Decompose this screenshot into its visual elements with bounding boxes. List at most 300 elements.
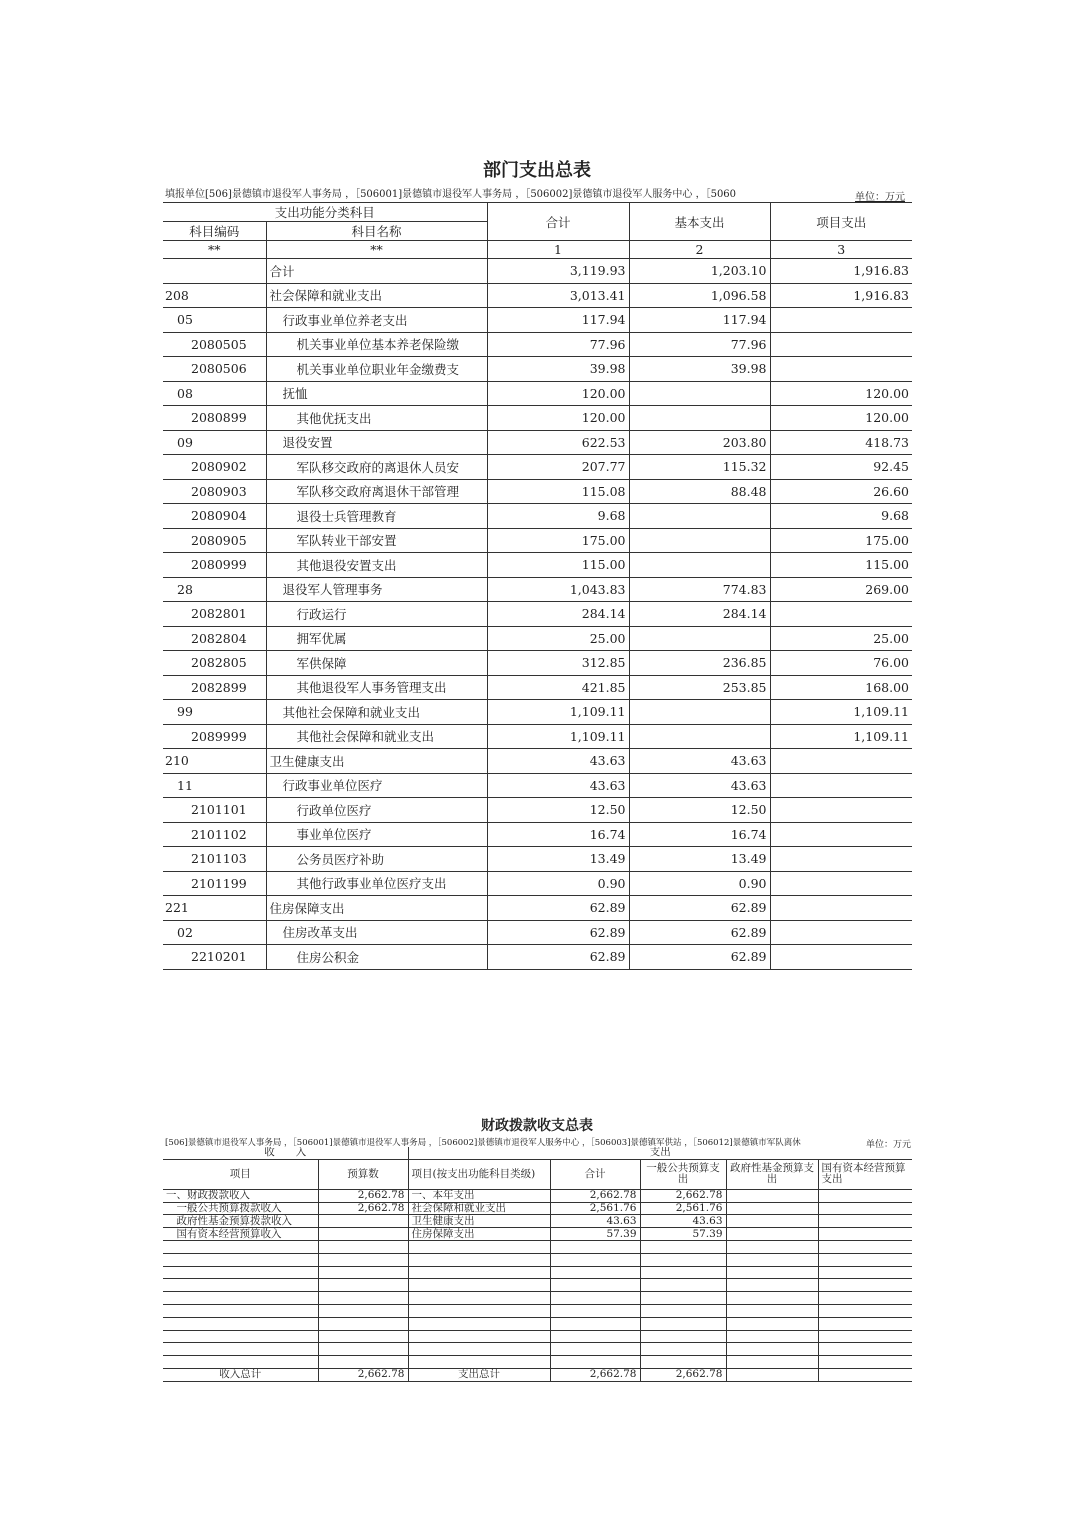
- table-cell: [640, 1266, 726, 1279]
- table-cell: [550, 1292, 640, 1305]
- table-cell: 退役安置: [266, 430, 487, 455]
- table-cell: [770, 945, 912, 970]
- table-cell: [726, 1356, 818, 1369]
- table-row: [163, 651, 912, 676]
- header-basic: 基本支出: [629, 203, 770, 241]
- table2-unit: 单位：万元: [866, 1140, 912, 1150]
- table-cell: 62.89: [487, 945, 629, 970]
- table-cell: [726, 1292, 818, 1305]
- header-general: 一般公共预算支出: [640, 1159, 726, 1189]
- table-cell: [550, 1343, 640, 1356]
- table-cell: [770, 847, 912, 872]
- table-cell: [726, 1202, 818, 1215]
- table-cell: 2,662.78: [640, 1368, 726, 1381]
- table-cell: [318, 1228, 408, 1241]
- table-row: [163, 259, 912, 284]
- blank-row: [163, 1304, 912, 1317]
- table-row: [163, 504, 912, 529]
- header-code: 科目编码: [163, 222, 266, 241]
- table-cell: 其他退役安置支出: [266, 553, 487, 578]
- header-stars: **: [266, 241, 487, 259]
- table-cell: [550, 1356, 640, 1369]
- table-cell: [550, 1240, 640, 1253]
- table-cell: [318, 1266, 408, 1279]
- table-cell: 机关事业单位职业年金缴费支: [266, 357, 487, 382]
- table-cell: 09: [163, 430, 266, 455]
- table-cell: 57.39: [640, 1228, 726, 1241]
- blank-row: [163, 1240, 912, 1253]
- table-cell: 1,916.83: [770, 283, 912, 308]
- table-cell: [726, 1368, 818, 1381]
- table-cell: 2080899: [163, 406, 266, 431]
- table-cell: [770, 602, 912, 627]
- blank-row: [163, 1330, 912, 1343]
- table-cell: [726, 1253, 818, 1266]
- table-cell: 203.80: [629, 430, 770, 455]
- header-num: 2: [629, 241, 770, 259]
- table-row: [163, 1215, 912, 1228]
- table-cell: 2,561.76: [550, 1202, 640, 1215]
- table2-filler: [506]景德镇市退役军人事务局 ，［506001]景德镇市退役军人事务局 ，［506002]景德镇市退役军人服务中心 ，［506003]景德镇军供站 ，［506012]景德镇市军队离休: [165, 1138, 801, 1148]
- table-cell: 行政事业单位养老支出: [266, 308, 487, 333]
- table-cell: [629, 724, 770, 749]
- table-cell: 57.39: [550, 1228, 640, 1241]
- table-cell: 2082805: [163, 651, 266, 676]
- table-cell: [163, 1292, 318, 1305]
- header-name: 科目名称: [266, 222, 487, 241]
- table-cell: 公务员医疗补助: [266, 847, 487, 872]
- table-cell: [318, 1356, 408, 1369]
- table-cell: 117.94: [487, 308, 629, 333]
- table-cell: 社会保障和就业支出: [266, 283, 487, 308]
- table-cell: 117.94: [629, 308, 770, 333]
- table-cell: [163, 1356, 318, 1369]
- table-cell: 2,662.78: [550, 1368, 640, 1381]
- table-cell: 政府性基金预算拨款收入: [163, 1215, 318, 1228]
- blank-row: [163, 1317, 912, 1330]
- table-cell: 11: [163, 773, 266, 798]
- table-cell: 2,662.78: [318, 1368, 408, 1381]
- table-cell: 284.14: [487, 602, 629, 627]
- table-cell: 军队转业干部安置: [266, 528, 487, 553]
- table-row: [163, 871, 912, 896]
- table-cell: [318, 1240, 408, 1253]
- table-row: [163, 822, 912, 847]
- table-cell: [318, 1279, 408, 1292]
- table-cell: 05: [163, 308, 266, 333]
- table-row: [163, 602, 912, 627]
- table-cell: [770, 896, 912, 921]
- table-cell: [818, 1202, 912, 1215]
- table-cell: 行政单位医疗: [266, 798, 487, 823]
- header-fund: 政府性基金预算支出: [726, 1159, 818, 1189]
- blank-row: [163, 1266, 912, 1279]
- table-cell: 9.68: [487, 504, 629, 529]
- table-cell: 207.77: [487, 455, 629, 480]
- table-cell: 16.74: [629, 822, 770, 847]
- table-cell: 115.00: [770, 553, 912, 578]
- table-row: [163, 945, 912, 970]
- table-cell: 9.68: [770, 504, 912, 529]
- table-cell: 13.49: [487, 847, 629, 872]
- table-cell: 12.50: [629, 798, 770, 823]
- header-income: 收 入: [163, 1147, 408, 1159]
- table-cell: 236.85: [629, 651, 770, 676]
- table-cell: [408, 1266, 550, 1279]
- table-cell: 住房保障支出: [408, 1228, 550, 1241]
- table-cell: [770, 749, 912, 774]
- table2-title: 财政拨款收支总表: [481, 1118, 593, 1134]
- table-cell: 1,109.11: [770, 724, 912, 749]
- table-cell: [770, 332, 912, 357]
- table-cell: 2080999: [163, 553, 266, 578]
- table-cell: [408, 1292, 550, 1305]
- table-cell: 43.63: [487, 749, 629, 774]
- table-row: [163, 724, 912, 749]
- table-cell: 2,662.78: [640, 1189, 726, 1202]
- table-cell: [726, 1317, 818, 1330]
- table-cell: 62.89: [487, 896, 629, 921]
- table-cell: 77.96: [487, 332, 629, 357]
- table-cell: [629, 528, 770, 553]
- table-cell: 退役军人管理事务: [266, 577, 487, 602]
- table-row: [163, 798, 912, 823]
- table-cell: [770, 308, 912, 333]
- table-cell: [640, 1292, 726, 1305]
- table-cell: 退役士兵管理教育: [266, 504, 487, 529]
- table-cell: [818, 1304, 912, 1317]
- table-cell: 一、本年支出: [408, 1189, 550, 1202]
- table-cell: [408, 1279, 550, 1292]
- table-cell: 1,043.83: [487, 577, 629, 602]
- table-cell: [408, 1356, 550, 1369]
- table-cell: [818, 1356, 912, 1369]
- table-cell: 2080505: [163, 332, 266, 357]
- table-cell: 2082801: [163, 602, 266, 627]
- table-row: [163, 773, 912, 798]
- table-cell: 1,203.10: [629, 259, 770, 284]
- table-cell: [550, 1279, 640, 1292]
- table-cell: 行政运行: [266, 602, 487, 627]
- table-cell: 2080904: [163, 504, 266, 529]
- table-cell: [818, 1253, 912, 1266]
- table-cell: [640, 1253, 726, 1266]
- table-cell: 其他社会保障和就业支出: [266, 724, 487, 749]
- table-cell: 收入总计: [163, 1368, 318, 1381]
- table-cell: [640, 1317, 726, 1330]
- table-cell: 62.89: [487, 920, 629, 945]
- table-cell: 住房改革支出: [266, 920, 487, 945]
- table-cell: 08: [163, 381, 266, 406]
- table-cell: [550, 1253, 640, 1266]
- table-cell: [818, 1343, 912, 1356]
- table-cell: 175.00: [770, 528, 912, 553]
- table-cell: [818, 1215, 912, 1228]
- table-cell: [726, 1304, 818, 1317]
- table-row: [163, 455, 912, 480]
- table-cell: [818, 1240, 912, 1253]
- table-cell: 25.00: [487, 626, 629, 651]
- table-cell: [726, 1228, 818, 1241]
- table-cell: 2080903: [163, 479, 266, 504]
- table-cell: 77.96: [629, 332, 770, 357]
- table-row: [163, 308, 912, 333]
- table-row: [163, 847, 912, 872]
- table-cell: 支出总计: [408, 1368, 550, 1381]
- table-cell: [640, 1343, 726, 1356]
- table-cell: 210: [163, 749, 266, 774]
- table-cell: [163, 1317, 318, 1330]
- table-cell: 88.48: [629, 479, 770, 504]
- table-cell: 269.00: [770, 577, 912, 602]
- table-cell: 2101102: [163, 822, 266, 847]
- table-cell: [163, 1330, 318, 1343]
- table-cell: 2089999: [163, 724, 266, 749]
- table-row: [163, 749, 912, 774]
- table-cell: 62.89: [629, 896, 770, 921]
- table-cell: 2082804: [163, 626, 266, 651]
- table-cell: [818, 1292, 912, 1305]
- table-cell: 合计: [266, 259, 487, 284]
- table-cell: [770, 822, 912, 847]
- blank-row: [163, 1343, 912, 1356]
- table-cell: 28: [163, 577, 266, 602]
- table-cell: 221: [163, 896, 266, 921]
- table-row: [163, 1189, 912, 1202]
- table-cell: 2,662.78: [318, 1189, 408, 1202]
- table-cell: 2080905: [163, 528, 266, 553]
- table-row: [163, 381, 912, 406]
- table-cell: 175.00: [487, 528, 629, 553]
- table-cell: 115.00: [487, 553, 629, 578]
- table-cell: 住房保障支出: [266, 896, 487, 921]
- table-cell: [640, 1279, 726, 1292]
- table-cell: [818, 1317, 912, 1330]
- table-cell: 社会保障和就业支出: [408, 1202, 550, 1215]
- header-budget: 预算数: [318, 1159, 408, 1189]
- blank-row: [163, 1356, 912, 1369]
- table-cell: 25.00: [770, 626, 912, 651]
- table-row: [163, 675, 912, 700]
- header-num: 1: [487, 241, 629, 259]
- table-cell: [629, 406, 770, 431]
- table-row: [163, 357, 912, 382]
- header-total: 合计: [550, 1159, 640, 1189]
- table-cell: 卫生健康支出: [266, 749, 487, 774]
- table-cell: 1,916.83: [770, 259, 912, 284]
- table-cell: 1,096.58: [629, 283, 770, 308]
- table-cell: [163, 1343, 318, 1356]
- table-cell: 39.98: [629, 357, 770, 382]
- table-cell: 国有资本经营预算收入: [163, 1228, 318, 1241]
- table-cell: 120.00: [770, 406, 912, 431]
- table-cell: [726, 1215, 818, 1228]
- blank-row: [163, 1279, 912, 1292]
- table-row: [163, 479, 912, 504]
- table-cell: [408, 1240, 550, 1253]
- table-row: [163, 1228, 912, 1241]
- table-cell: 168.00: [770, 675, 912, 700]
- table-cell: [640, 1240, 726, 1253]
- table-cell: 284.14: [629, 602, 770, 627]
- table1-filler: 填报单位[506]景德镇市退役军人事务局 ，［506001]景德镇市退役军人事务局 ，［506002]景德镇市退役军人服务中心 ，［5060: [165, 189, 737, 200]
- table-row: [163, 577, 912, 602]
- table-cell: [629, 381, 770, 406]
- table-cell: 115.32: [629, 455, 770, 480]
- table-cell: [629, 504, 770, 529]
- table-cell: [550, 1266, 640, 1279]
- table-cell: 军队移交政府离退休干部管理: [266, 479, 487, 504]
- table-cell: 43.63: [629, 749, 770, 774]
- table-row: [163, 626, 912, 651]
- table-cell: 43.63: [640, 1215, 726, 1228]
- table-cell: 2210201: [163, 945, 266, 970]
- total-row: [163, 1368, 912, 1381]
- table-cell: [163, 1304, 318, 1317]
- fiscal-allocation-table: [163, 1147, 912, 1382]
- table-cell: 120.00: [487, 406, 629, 431]
- table-cell: 2101199: [163, 871, 266, 896]
- table-cell: 其他优抚支出: [266, 406, 487, 431]
- table-cell: [818, 1266, 912, 1279]
- table-cell: 其他行政事业单位医疗支出: [266, 871, 487, 896]
- table-cell: [629, 553, 770, 578]
- table-row: [163, 553, 912, 578]
- table-cell: [770, 798, 912, 823]
- table-cell: [770, 871, 912, 896]
- table-cell: 421.85: [487, 675, 629, 700]
- table-cell: 军队移交政府的离退休人员安: [266, 455, 487, 480]
- table-cell: [726, 1189, 818, 1202]
- table-cell: 1,109.11: [487, 724, 629, 749]
- table-cell: [818, 1368, 912, 1381]
- table-cell: [629, 700, 770, 725]
- table-cell: 2101103: [163, 847, 266, 872]
- table-cell: [318, 1292, 408, 1305]
- table-cell: 16.74: [487, 822, 629, 847]
- table-cell: 418.73: [770, 430, 912, 455]
- table-cell: 43.63: [487, 773, 629, 798]
- table-cell: [408, 1330, 550, 1343]
- table-cell: 62.89: [629, 920, 770, 945]
- table-cell: [163, 1240, 318, 1253]
- table-cell: 行政事业单位医疗: [266, 773, 487, 798]
- header-stars: **: [163, 241, 266, 259]
- table-cell: 机关事业单位基本养老保险缴: [266, 332, 487, 357]
- table-cell: [318, 1317, 408, 1330]
- table-cell: 43.63: [629, 773, 770, 798]
- table-cell: [408, 1253, 550, 1266]
- table-cell: 120.00: [770, 381, 912, 406]
- table-cell: 抚恤: [266, 381, 487, 406]
- table-row: [163, 283, 912, 308]
- table-cell: [640, 1356, 726, 1369]
- table-cell: [408, 1343, 550, 1356]
- table-cell: [726, 1279, 818, 1292]
- table-cell: 253.85: [629, 675, 770, 700]
- table-cell: [318, 1215, 408, 1228]
- table-cell: 军供保障: [266, 651, 487, 676]
- table-cell: 2,561.76: [640, 1202, 726, 1215]
- table-cell: [818, 1228, 912, 1241]
- table-cell: 39.98: [487, 357, 629, 382]
- table-cell: 0.90: [487, 871, 629, 896]
- table-cell: 1,109.11: [770, 700, 912, 725]
- header-project: 项目支出: [770, 203, 912, 241]
- table-cell: 312.85: [487, 651, 629, 676]
- table-cell: 99: [163, 700, 266, 725]
- table-cell: [408, 1304, 550, 1317]
- table-cell: [726, 1330, 818, 1343]
- table-cell: 卫生健康支出: [408, 1215, 550, 1228]
- table-row: [163, 700, 912, 725]
- table-cell: 13.49: [629, 847, 770, 872]
- table-cell: [640, 1304, 726, 1317]
- blank-row: [163, 1253, 912, 1266]
- table-cell: 0.90: [629, 871, 770, 896]
- table-cell: 其他社会保障和就业支出: [266, 700, 487, 725]
- table-cell: 一、财政拨款收入: [163, 1189, 318, 1202]
- table-cell: 26.60: [770, 479, 912, 504]
- table-cell: 774.83: [629, 577, 770, 602]
- table-cell: 12.50: [487, 798, 629, 823]
- table-cell: [163, 1279, 318, 1292]
- table1-title: 部门支出总表: [483, 160, 591, 181]
- table-cell: [318, 1304, 408, 1317]
- table-cell: 208: [163, 283, 266, 308]
- header-expense: 支出: [408, 1147, 912, 1159]
- table-cell: [770, 357, 912, 382]
- table1-unit: 单位：万元: [855, 192, 905, 203]
- table-cell: 其他退役军人事务管理支出: [266, 675, 487, 700]
- table-cell: 2,662.78: [550, 1189, 640, 1202]
- table-cell: 事业单位医疗: [266, 822, 487, 847]
- table-cell: 拥军优属: [266, 626, 487, 651]
- table-cell: [818, 1330, 912, 1343]
- table-cell: 02: [163, 920, 266, 945]
- header-exp-item: 项目(按支出功能科目类级): [408, 1159, 550, 1189]
- table-cell: [726, 1240, 818, 1253]
- table-cell: 622.53: [487, 430, 629, 455]
- table-cell: 120.00: [487, 381, 629, 406]
- table-cell: [770, 773, 912, 798]
- table-cell: 1,109.11: [487, 700, 629, 725]
- table-cell: [318, 1330, 408, 1343]
- table-cell: [726, 1266, 818, 1279]
- table-cell: 43.63: [550, 1215, 640, 1228]
- table-cell: [550, 1304, 640, 1317]
- table-cell: [163, 1253, 318, 1266]
- table-row: [163, 1202, 912, 1215]
- table-cell: [726, 1343, 818, 1356]
- table-cell: 住房公积金: [266, 945, 487, 970]
- table-cell: [163, 259, 266, 284]
- table-cell: 115.08: [487, 479, 629, 504]
- table-cell: [408, 1317, 550, 1330]
- table-cell: 2080902: [163, 455, 266, 480]
- table-row: [163, 430, 912, 455]
- header-group: 支出功能分类科目: [163, 203, 487, 222]
- table-cell: [318, 1343, 408, 1356]
- table-cell: 76.00: [770, 651, 912, 676]
- table-cell: [550, 1317, 640, 1330]
- table-cell: 3,119.93: [487, 259, 629, 284]
- table-cell: 62.89: [629, 945, 770, 970]
- table-cell: 2,662.78: [318, 1202, 408, 1215]
- table-cell: [629, 626, 770, 651]
- blank-row: [163, 1292, 912, 1305]
- table-cell: [318, 1253, 408, 1266]
